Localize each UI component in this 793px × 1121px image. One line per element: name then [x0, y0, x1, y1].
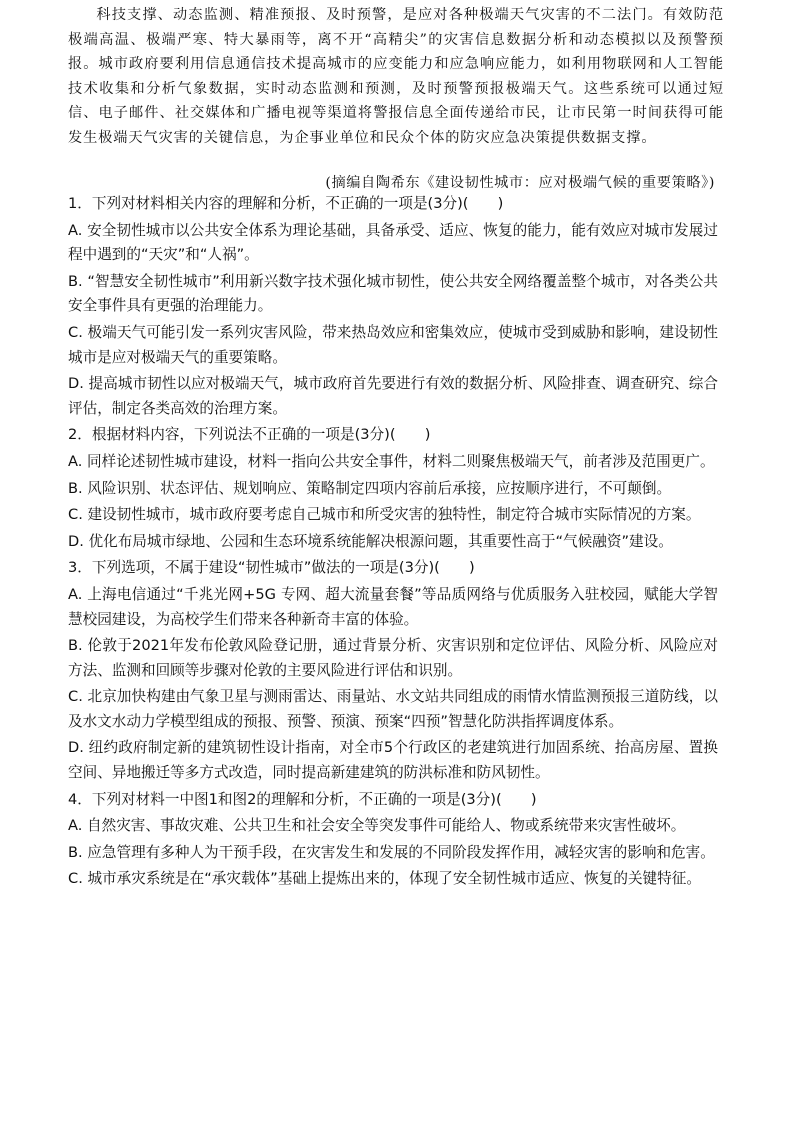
option-a: A. 安全韧性城市以公共安全体系为理论基础，具备承受、适应、恢复的能力，能有效应对城市发展过程中遇到的“天灾”和“人祸”。 [68, 221, 718, 264]
question-2 [68, 423, 718, 554]
question-list [68, 192, 718, 894]
option-b: B. 风险识别、状态评估、规划响应、策略制定四项内容前后承接，应按顺序进行，不可颠倒。 [68, 479, 672, 497]
question-stem: 4．下列对材料一中图1和图2的理解和分析，不正确的一项是(3分)( ) [68, 790, 537, 808]
option-c: C. 城市承灾系统是在“承灾载体”基础上提炼出来的，体现了安全韧性城市适应、恢复的关键特征。 [68, 870, 701, 888]
question-1 [68, 192, 718, 421]
question-3 [68, 556, 718, 785]
question-stem: 2．根据材料内容，下列说法不正确的一项是(3分)( ) [68, 426, 431, 444]
passage-source-citation: (摘编自陶希东《建设韧性城市：应对极端气候的重要策略》) [325, 175, 715, 191]
question-4 [68, 788, 718, 892]
option-d: D. 优化布局城市绿地、公园和生态环境系统能解决根源问题，其重要性高于“气候融资”建设。 [68, 532, 673, 550]
option-b: B. “智慧安全韧性城市”利用新兴数字技术强化城市韧性，使公共安全网络覆盖整个城市，对各类公共安全事件具有更强的治理能力。 [68, 272, 718, 315]
option-a: A. 同样论述韧性城市建设，材料一指向公共安全事件，材料二则聚焦极端天气，前者涉及范围更广。 [68, 452, 715, 470]
option-d: D. 纽约政府制定新的建筑韧性设计指南，对全市5个行政区的老建筑进行加固系统、抬高房屋、置换空间、异地搬迁等多方式改造，同时提高新建建筑的防洪标准和防风韧性。 [68, 739, 718, 782]
option-c: C. 北京加快构建由气象卫星与测雨雷达、雨量站、水文站共同组成的雨情水情监测预报三道防线，以及水文水动力学模型组成的预报、预警、预演、预案“四预”智慧化防洪指挥调度体系。 [68, 688, 718, 730]
question-stem: 3．下列选项，不属于建设“韧性城市”做法的一项是(3分)( ) [68, 559, 475, 577]
option-c: C. 极端天气可能引发一系列灾害风险，带来热岛效应和密集效应，使城市受到威胁和影响，建设韧性城市是应对极端天气的重要策略。 [68, 323, 718, 366]
option-a: A. 自然灾害、事故灾难、公共卫生和社会安全等突发事件可能给人、物或系统带来灾害性破坏。 [68, 817, 686, 835]
option-b: B. 应急管理有多种人为干预手段，在灾害发生和发展的不同阶段发挥作用，减轻灾害的影响和危害。 [68, 843, 715, 861]
option-d: D. 提高城市韧性以应对极端天气，城市政府首先要进行有效的数据分析、风险排查、调查研究、综合评估，制定各类高效的治理方案。 [68, 375, 718, 417]
reading-passage: 科技支撑、动态监测、精准预报、及时预警，是应对各种极端天气灾害的不二法门。有效防范极端高温、极端严寒、特大暴雨等，离不开“高精尖”的灾害信息数据分析和动态模拟以及预警预报。城市政府要利用信息通信技术提高城市的应变能力和应急响应能力，如利用物联网和人工智能技术收集和分析气象数据，实时动态监测和预测，及时预警预报极端天气。这些系统可以通过短信、电子邮件、社交媒体和广播电视等渠道将警报信息全面传递给市民，让市民第一时间获得可能发生极端天气灾害的关键信息，为企事业单位和民众个体的防灾应急决策提供数据支撑。 [68, 7, 724, 146]
option-a: A. 上海电信通过“千兆光网+5G 专网、超大流量套餐”等品质网络与优质服务入驻校园，赋能大学智慧校园建设，为高校学生们带来各种新奇丰富的体验。 [68, 585, 718, 628]
option-b: B. 伦敦于2021年发布伦敦风险登记册，通过背景分析、灾害识别和定位评估、风险分析、风险应对方法、监测和回顾等步骤对伦敦的主要风险进行评估和识别。 [68, 637, 718, 679]
question-stem: 1．下列对材料相关内容的理解和分析，不正确的一项是(3分)( ) [68, 195, 504, 212]
option-c: C. 建设韧性城市，城市政府要考虑自己城市和所受灾害的独特性，制定符合城市实际情况的方案。 [68, 506, 701, 524]
